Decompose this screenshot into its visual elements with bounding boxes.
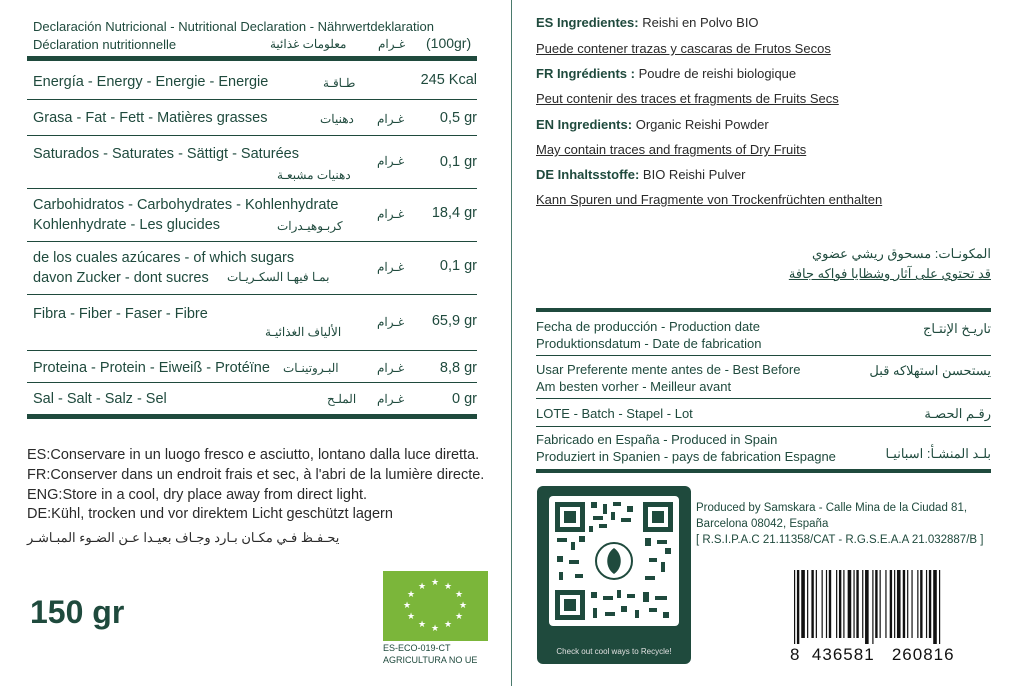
ingredients-de-label: DE Inhaltsstoffe:	[536, 167, 640, 182]
nutrient-label: Grasa - Fat - Fett - Matières grasses	[33, 110, 268, 126]
divider	[536, 469, 991, 473]
divider	[536, 426, 991, 427]
nutrition-row	[27, 100, 477, 134]
barcode-bar	[801, 570, 805, 638]
barcode-bar	[920, 570, 922, 638]
qr-code[interactable]	[549, 496, 679, 626]
nutrient-unit-ar: غـرام	[377, 112, 405, 126]
barcode-bar	[926, 570, 927, 638]
registration-numbers: [ R.S.I.P.A.C 21.11358/CAT - R.G.S.E.A.A 21.032887/B ]	[696, 534, 984, 546]
ingredients-de-text: BIO Reishi Pulver	[642, 167, 746, 182]
svg-text:★: ★	[455, 612, 464, 622]
barcode-bar	[890, 570, 892, 638]
nutrition-quantity: (100gr)	[426, 35, 472, 51]
barcode-bar	[829, 570, 831, 638]
nutrient-unit-ar: غـرام	[377, 315, 405, 329]
nutrient-label: Energía - Energy - Energie - Energie	[33, 74, 269, 90]
svg-text:★: ★	[431, 624, 440, 634]
svg-text:★: ★	[431, 578, 440, 588]
ingredients-es	[536, 15, 759, 30]
production-date-label-2: Produktionsdatum - Date de fabrication	[536, 336, 762, 351]
barcode-bar	[848, 570, 852, 638]
barcode-bar	[929, 570, 931, 638]
barcode-bar	[894, 570, 895, 638]
barcode-bar	[903, 570, 905, 638]
ingredients-es-text: Reishi en Polvo BIO	[642, 15, 759, 30]
barcode-number	[790, 645, 955, 665]
storage-es: ES:Conservare in un luogo fresco e asciutto, lontano dalla luce diretta.	[27, 447, 480, 463]
nutrient-label-ar: طـاقـة	[323, 76, 356, 90]
producer-address: Produced by Samskara - Calle Mina de la Ciudad 81,	[696, 502, 968, 514]
svg-text:★: ★	[407, 590, 416, 600]
nutrient-unit-ar: غـرام	[377, 361, 405, 375]
nutrient-unit-ar: غـرام	[377, 207, 405, 221]
divider	[27, 56, 477, 61]
barcode-digit-prefix: 8	[790, 645, 801, 664]
nutrition-unit-ar: غـرام	[378, 37, 406, 51]
origin-label-2: Produziert in Spanien - pays de fabrication Espagne	[536, 449, 836, 464]
barcode-bar	[933, 570, 937, 644]
eu-leaf-icon	[383, 571, 488, 641]
nutrient-value: 8,8 gr	[439, 360, 477, 376]
barcode-bars	[792, 570, 992, 644]
barcode-group-left: 436581	[811, 645, 875, 664]
producer-city: Barcelona 08042, España	[696, 518, 829, 530]
nutrition-row	[27, 189, 477, 241]
nutrient-label-ar: بمـا فيهـا السكـريـات	[227, 270, 330, 284]
storage-ar: يحـفـظ فـي مكـان بـارد وجـاف بعيـدا عـن الضـوء المبـاشـر	[27, 530, 340, 545]
barcode-bar	[816, 570, 817, 638]
nutrient-value: 0,5 gr	[439, 110, 477, 126]
barcode-bar	[807, 570, 808, 638]
nutrition-title: Declaración Nutricional - Nutritional Declaration - Nährwertdeklaration	[33, 19, 435, 34]
barcode-bar	[880, 570, 881, 638]
qr-code-icon	[549, 496, 679, 626]
qr-caption: Check out cool ways to Recycle!	[556, 647, 672, 656]
svg-text:★: ★	[455, 590, 464, 600]
nutrient-value: 0,1 gr	[439, 258, 477, 274]
barcode-bar	[826, 570, 827, 638]
storage-fr: FR:Conserver dans un endroit frais et sec, à l'abri de la lumière directe.	[27, 467, 485, 483]
svg-text:★: ★	[444, 620, 453, 630]
allergen-de: Kann Spuren und Fragmente von Trockenfrüchten enthalten	[536, 192, 883, 207]
nutrient-label: Carbohidratos - Carbohydrates - Kohlenhydrate	[33, 197, 339, 213]
barcode	[792, 570, 992, 644]
nutrition-row	[27, 64, 477, 98]
fold-divider	[511, 0, 512, 686]
barcode-bar	[907, 570, 908, 638]
barcode-bar	[797, 570, 799, 644]
production-date-label: Fecha de producción - Production date	[536, 319, 761, 334]
allergen-en: May contain traces and fragments of Dry Fruits	[536, 142, 807, 157]
ingredients-fr-label: FR Ingrédients :	[536, 66, 635, 81]
nutrient-value: 65,9 gr	[431, 313, 477, 329]
barcode-bar	[811, 570, 813, 638]
barcode-bar	[917, 570, 918, 638]
nutrient-unit-ar: غـرام	[377, 154, 405, 168]
nutrient-label: de los cuales azúcares - of which sugars	[33, 250, 295, 266]
allergen-fr: Peut contenir des traces et fragments de Fruits Secs	[536, 91, 839, 106]
barcode-bar	[839, 570, 841, 638]
nutrition-title-ar: معلومات غذائية	[270, 37, 347, 51]
svg-text:★: ★	[418, 582, 427, 592]
nutrient-label-line2: Kohlenhydrate - Les glucides	[33, 217, 221, 233]
barcode-bar	[897, 570, 901, 638]
barcode-bar	[872, 570, 873, 644]
best-before-label-ar: يستحسن استهلاكه قبل	[869, 363, 991, 378]
ingredients-fr	[536, 66, 796, 81]
best-before-label-2: Am besten vorher - Meilleur avant	[536, 379, 732, 394]
storage-de: DE:Kühl, trocken und vor direktem Licht geschützt lagern	[27, 506, 393, 522]
svg-text:★: ★	[403, 601, 412, 611]
nutrition-row	[27, 136, 477, 188]
nutrient-label: Sal - Salt - Salz - Sel	[33, 391, 167, 407]
origin-label: Fabricado en España - Produced in Spain	[536, 432, 778, 447]
svg-text:★: ★	[459, 601, 468, 611]
best-before-label: Usar Preferente mente antes de - Best Before	[536, 362, 801, 377]
divider	[536, 355, 991, 356]
barcode-bar	[885, 570, 886, 638]
lot-label: LOTE - Batch - Stapel - Lot	[536, 406, 693, 421]
barcode-bar	[939, 570, 940, 644]
barcode-bar	[856, 570, 858, 638]
nutrient-label-line2: davon Zucker - dont sucres	[33, 270, 209, 286]
allergen-es: Puede contener trazas y cascaras de Frutos Secos	[536, 41, 831, 56]
ingredients-fr-text: Poudre de reishi biologique	[638, 66, 797, 81]
storage-eng: ENG:Store in a cool, dry place away from direct light.	[27, 487, 368, 503]
divider	[536, 308, 991, 312]
nutrient-label-ar: البـروتينـات	[283, 361, 339, 375]
divider	[536, 398, 991, 399]
net-weight: 150 gr	[30, 594, 125, 630]
nutrient-label: Proteina - Protein - Eiweiß - Protéïne	[33, 360, 270, 376]
nutrient-label: Fibra - Fiber - Faser - Fibre	[33, 306, 208, 322]
barcode-bar	[911, 570, 912, 638]
recycle-qr-card[interactable]	[537, 486, 691, 664]
ingredients-en-label: EN Ingredients:	[536, 117, 633, 132]
svg-text:★: ★	[418, 620, 427, 630]
barcode-bar	[843, 570, 844, 638]
divider	[27, 414, 477, 419]
barcode-bar	[853, 570, 854, 638]
ingredients-de	[536, 167, 746, 182]
production-date-label-ar: تاريـخ الإنتـاج	[922, 321, 991, 336]
nutrition-row	[27, 242, 477, 294]
nutrient-value: 18,4 gr	[431, 205, 477, 221]
nutrient-label-ar: الملـح	[327, 392, 357, 406]
barcode-bar	[862, 570, 863, 638]
eu-organic-logo	[383, 571, 488, 641]
ingredients-en-text: Organic Reishi Powder	[635, 117, 769, 132]
svg-text:★: ★	[444, 582, 453, 592]
barcode-bar	[836, 570, 837, 638]
nutrient-unit-ar: غـرام	[377, 392, 405, 406]
eu-control-code: ES-ECO-019-CT	[383, 643, 451, 653]
nutrient-label-ar: كربـوهيـدرات	[277, 219, 343, 233]
ingredients-ar: المكونـات: مسحوق ريشي عضوي	[811, 246, 991, 261]
eu-origin-label: AGRICULTURA NO UE	[383, 655, 478, 665]
nutrient-label-ar: دهنيات	[320, 112, 354, 126]
ingredients-es-label: ES Ingredientes:	[536, 15, 639, 30]
ingredients-en	[536, 117, 769, 132]
nutrition-row	[27, 295, 477, 349]
barcode-bar	[794, 570, 795, 644]
svg-text:★: ★	[407, 612, 416, 622]
lot-label-ar: رقـم الحصـة	[924, 406, 991, 421]
nutrient-value: 0,1 gr	[439, 154, 477, 170]
nutrient-value: 0 gr	[452, 391, 477, 407]
nutrient-label-ar: دهنيات مشبعـة	[277, 168, 351, 182]
allergen-ar: قد تحتوي على آثار وشظايا فواكه جافة	[788, 266, 991, 281]
barcode-bar	[875, 570, 877, 638]
nutrition-row	[27, 383, 477, 413]
nutrient-label: Saturados - Saturates - Sättigt - Saturées	[33, 146, 299, 162]
barcode-group-right: 260816	[891, 645, 955, 664]
nutrition-row	[27, 351, 477, 383]
origin-label-ar: بلـد المنشـأ: اسبانيـا	[885, 446, 991, 461]
barcode-bar	[865, 570, 869, 644]
nutrient-value: 245 Kcal	[420, 72, 477, 88]
nutrient-label-ar: الألياف الغذائيـة	[265, 325, 342, 339]
barcode-bar	[822, 570, 823, 638]
nutrient-unit-ar: غـرام	[377, 260, 405, 274]
nutrition-title-fr: Déclaration nutritionnelle	[33, 37, 177, 52]
